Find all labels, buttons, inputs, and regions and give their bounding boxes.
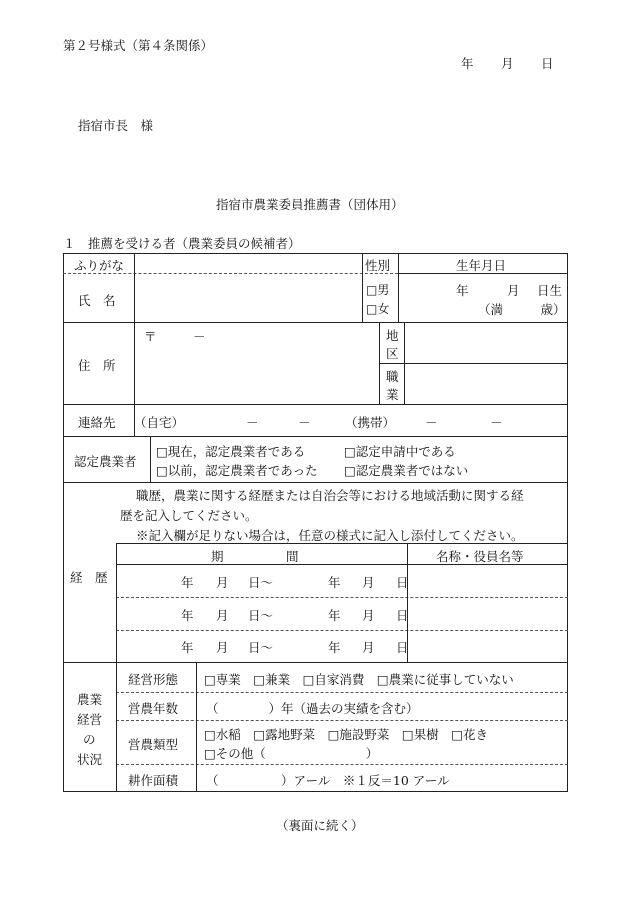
career-row-start-day: 日～ xyxy=(248,575,274,590)
farm-row-divider-2 xyxy=(116,720,568,721)
postal-dash: － xyxy=(193,329,206,344)
gender-col-left xyxy=(362,253,363,322)
address-field[interactable] xyxy=(135,345,378,403)
career-row-name-field[interactable] xyxy=(408,631,567,661)
certified-label: 認定農業者 xyxy=(74,454,137,469)
furigana-field[interactable] xyxy=(135,254,361,272)
cultivated-area-label: 耕作面積 xyxy=(128,773,179,788)
home-phone-dash-1: － xyxy=(246,415,259,430)
age: （満 歳） xyxy=(478,302,566,317)
career-desc-line2: 歴を記入してください。 xyxy=(120,508,258,523)
continued-note: （裏面に続く） xyxy=(276,818,364,833)
career-section-bottom xyxy=(63,662,568,663)
career-row-name-field[interactable] xyxy=(408,565,567,596)
career-row-end-day: 日 xyxy=(396,640,409,655)
certified-row-bottom xyxy=(63,482,568,483)
gender-female-checkbox[interactable]: □女 xyxy=(366,302,390,316)
mobile-phone-label: （携帯） xyxy=(345,415,396,430)
farm-label-1: 農業 xyxy=(77,692,103,707)
certified-opt-none[interactable]: □認定農業者ではない xyxy=(344,463,469,478)
certified-col-line xyxy=(150,436,151,482)
gender-label: 性別 xyxy=(365,258,391,273)
furigana-label: ふりがな xyxy=(74,258,125,273)
date-day: 日 xyxy=(541,56,554,71)
career-row-end-month: 月 xyxy=(362,608,375,623)
career-row-end-year: 年 xyxy=(328,640,341,655)
career-row-end-month: 月 xyxy=(362,575,375,590)
district-field[interactable] xyxy=(405,323,567,362)
career-row-start-month: 月 xyxy=(216,640,229,655)
contact-row-bottom xyxy=(63,436,568,437)
occupation-field[interactable] xyxy=(405,364,567,403)
dob-label: 生年月日 xyxy=(456,258,507,273)
career-row-end-month: 月 xyxy=(362,640,375,655)
career-row-start-year: 年 xyxy=(181,640,194,655)
form-number: 第２号様式（第４条関係） xyxy=(63,38,214,53)
career-row-start-year: 年 xyxy=(181,575,194,590)
career-label-col xyxy=(116,543,117,662)
farming-type-options-2[interactable]: □その他（ ） xyxy=(204,746,379,761)
career-col-period: 期 間 xyxy=(211,549,299,564)
date-year: 年 xyxy=(461,56,474,71)
career-row-start-day: 日～ xyxy=(248,640,274,655)
name-field[interactable] xyxy=(135,274,361,321)
gender-col-right xyxy=(398,253,399,322)
career-label: 経 歴 xyxy=(70,570,108,585)
farm-label-col xyxy=(116,662,117,792)
gender-male-checkbox[interactable]: □男 xyxy=(366,283,390,297)
career-row-start-month: 月 xyxy=(216,608,229,623)
career-row-start-year: 年 xyxy=(181,608,194,623)
district-label-2: 区 xyxy=(386,346,399,361)
career-note: ※記入欄が足りない場合は，任意の様式に記入し添付してください。 xyxy=(136,528,524,543)
contact-label: 連絡先 xyxy=(78,415,116,430)
farm-label-4: 状況 xyxy=(77,752,103,767)
career-row-end-year: 年 xyxy=(328,608,341,623)
farming-type-label: 営農類型 xyxy=(128,737,179,752)
cultivated-area-value[interactable]: （ ）アール ※１反＝10 アール xyxy=(206,773,450,788)
district-col-left xyxy=(379,322,380,404)
postal-mark: 〒 xyxy=(144,329,157,344)
farm-label-2: 経営 xyxy=(77,712,103,727)
name-label: 氏 名 xyxy=(78,293,116,308)
mobile-phone-dash-2: － xyxy=(490,415,503,430)
career-row-name-field[interactable] xyxy=(408,598,567,629)
certified-opt-current[interactable]: □現在，認定農業者である xyxy=(156,444,306,459)
mgmt-form-options[interactable]: □専業 □兼業 □自家消費 □農業に従事していない xyxy=(204,672,514,687)
addressee: 指宿市長 様 xyxy=(78,118,154,133)
occupation-label-2: 業 xyxy=(386,387,399,402)
address-row-bottom xyxy=(63,404,568,405)
career-row-end-day: 日 xyxy=(396,575,409,590)
career-row-start-month: 月 xyxy=(216,575,229,590)
section1-heading: １ 推薦を受ける者（農業委員の候補者） xyxy=(63,236,301,251)
home-phone-label: （自宅） xyxy=(134,415,185,430)
mobile-phone-dash-1: － xyxy=(425,415,438,430)
dob-year: 年 xyxy=(456,283,469,298)
home-phone-dash-2: － xyxy=(298,415,311,430)
farm-row-divider-1 xyxy=(116,692,568,693)
career-col-name: 名称・役員名等 xyxy=(436,549,524,564)
occupation-label-1: 職 xyxy=(386,369,399,384)
farming-years-label: 営農年数 xyxy=(128,701,179,716)
farm-row-divider-3 xyxy=(116,764,568,765)
certified-opt-applying[interactable]: □認定申請中である xyxy=(344,444,456,459)
farm-label-3: の xyxy=(83,732,96,747)
career-desc-line1: 職歴，農業に関する経歴または自治会等における地域活動に関する経 xyxy=(136,488,524,503)
career-row-end-day: 日 xyxy=(396,608,409,623)
date-month: 月 xyxy=(501,56,514,71)
farming-years-value[interactable]: （ ）年（過去の実績を含む） xyxy=(206,701,419,716)
career-row-start-day: 日～ xyxy=(248,608,274,623)
district-label-1: 地 xyxy=(386,328,399,343)
address-label: 住 所 xyxy=(78,358,116,373)
form-title: 指宿市農業委員推薦書（団体用） xyxy=(216,197,404,212)
dob-month: 月 xyxy=(507,283,520,298)
career-row-end-year: 年 xyxy=(328,575,341,590)
certified-opt-former[interactable]: □以前，認定農業者であった xyxy=(156,463,318,478)
farming-type-options-1[interactable]: □水稲 □露地野菜 □施設野菜 □果樹 □花き xyxy=(204,727,489,742)
farm-value-col xyxy=(196,662,197,792)
mgmt-form-label: 経営形態 xyxy=(128,672,179,687)
dob-day: 日生 xyxy=(537,283,563,298)
